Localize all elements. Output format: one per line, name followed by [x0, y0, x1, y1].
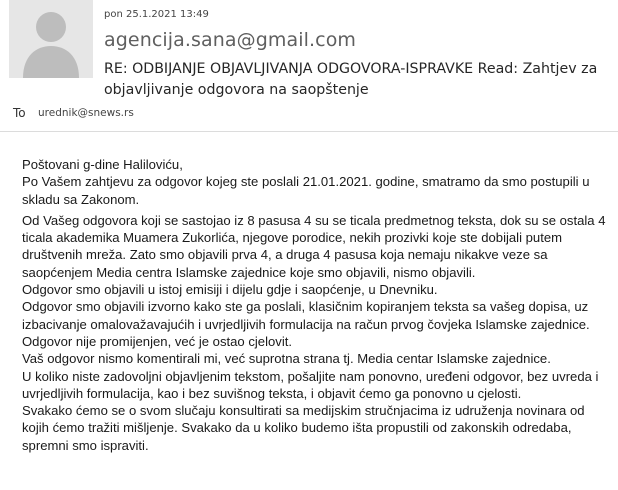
sender-avatar[interactable]	[9, 0, 93, 78]
body-paragraph: Odgovor smo objavili izvorno kako ste ga poslali, klasičnim kopiranjem teksta sa vašeg dopisa, uz izbacivanje omalovažavajućih i uvrjedljivih formulacija na račun prvog čovjeka Islamske zajednice.	[22, 299, 590, 332]
body-paragraph: U koliko niste zadovoljni objavljenim tekstom, pošaljite nam ponovno, uređeni odgovor, bez uvreda i uvrjedljivih formulacija, kao i bez suvišnog teksta, i objavit ćemo ga ponovno u cjelosti.	[22, 368, 599, 401]
body-paragraph: Odgovor nije promijenjen, već je ostao cjelovit.	[22, 333, 293, 349]
body-paragraph: Svakako ćemo se o svom slučaju konsultirati sa medijskim stručnjacima iz udruženja novinara od kojih ćemo tražiti mišljenje. Svakako da u koliko budemo išta propustili od zakonskih odredaba, spremni smo ispraviti.	[22, 403, 585, 453]
message-body	[22, 156, 612, 454]
sender-address[interactable]: agencija.sana@gmail.com	[104, 29, 357, 51]
body-paragraph: Odgovor smo objavili u istoj emisiji i dijelu gdje i saopćenje, u Dnevniku.	[22, 282, 438, 298]
body-paragraph: Vaš odgovor nismo komentirali mi, već suprotna strana tj. Media centar Islamske zajednice.	[22, 351, 551, 367]
message-header	[0, 0, 618, 132]
recipient-address[interactable]: urednik@snews.rs	[38, 107, 134, 119]
message-subject: RE: ODBIJANJE OBJAVLJIVANJA ODGOVORA-ISPRAVKE Read: Zahtjev za objavljivanje odgovora na saopštenje	[104, 61, 598, 98]
person-silhouette-icon	[9, 0, 93, 78]
body-paragraph: Od Vašeg odgovora koji se sastojao iz 8 pasusa 4 su se ticala predmetnog teksta, dok su se ostala 4 ticala akademika Muamera Zukorlića, njegove porodice, nekih prozivki koje ste dobijali putem društvenih mreža. Zato smo objavili prva 4, a druga 4 pasusa koja nemaju nikakve veze sa saopćenjem Media centra Islamske zajednice koje smo objavili, nismo objavili.	[22, 212, 606, 280]
to-label: To	[13, 106, 26, 120]
message-date: pon 25.1.2021 13:49	[104, 9, 209, 20]
header-divider	[0, 131, 618, 132]
body-paragraph: Po Vašem zahtjevu za odgovor kojeg ste poslali 21.01.2021. godine, smatramo da smo postupili u skladu sa Zakonom.	[22, 174, 590, 207]
body-greeting: Poštovani g-dine Haliloviću,	[22, 157, 183, 172]
